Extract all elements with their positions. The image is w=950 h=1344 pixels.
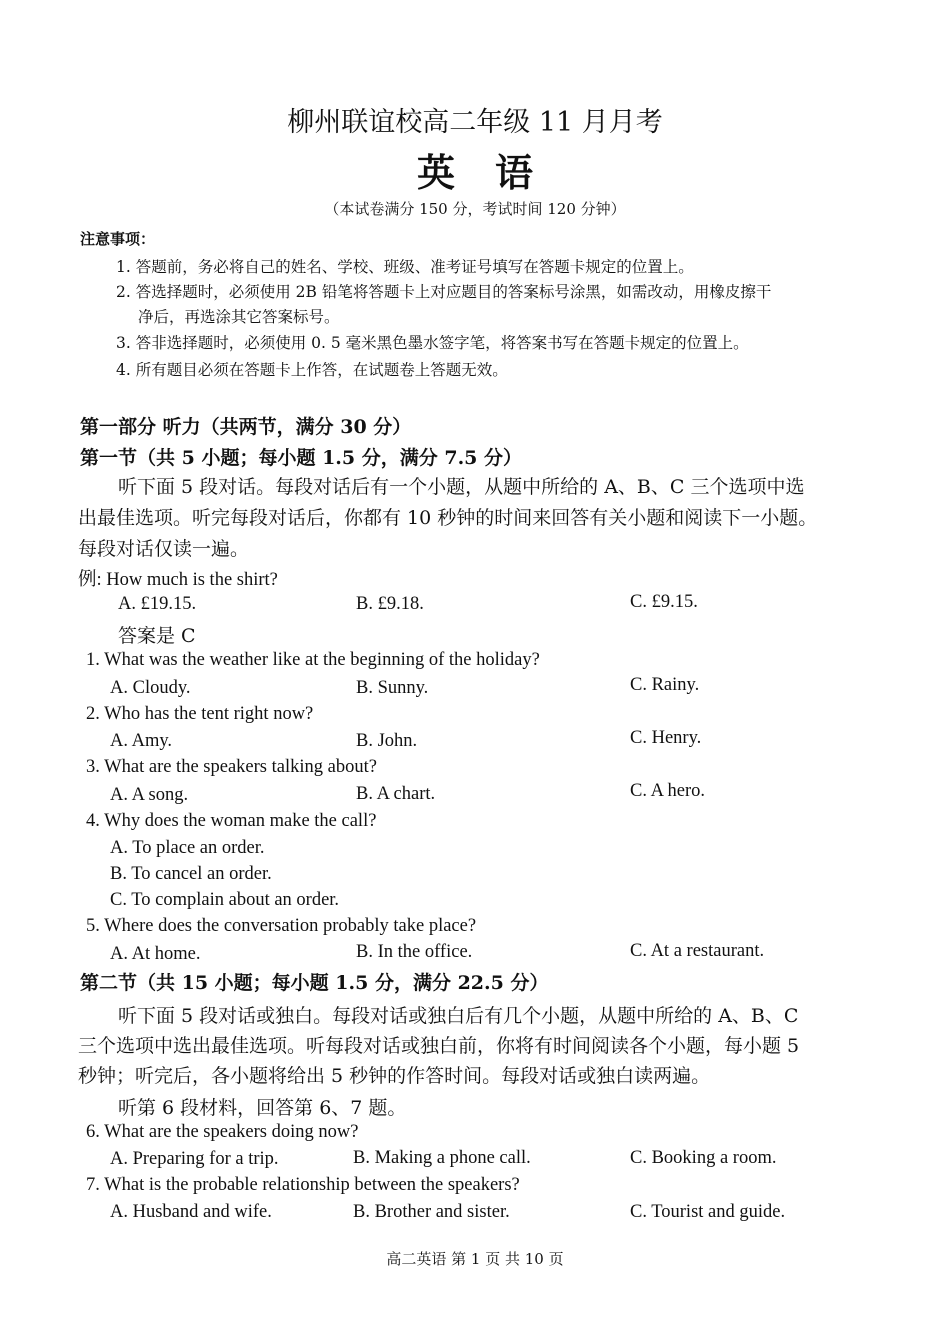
question-3-option-c: C. A hero. [630,781,706,801]
section1-instruction: 出最佳选项。听完每段对话后，你都有 10 秒钟的时间来回答有关小题和阅读下一小题。 [78,507,818,529]
subject-title: 英语 [416,150,573,195]
example-option-c: C. £9.15. [630,592,698,612]
section2-instruction: 秒钟；听完后，各小题将给出 5 秒钟的作答时间。每段对话或独白读两遍。 [78,1065,711,1087]
section2-instruction: 三个选项中选出最佳选项。听每段对话或独白前，你将有时间阅读各个小题，每小题 5 [78,1035,800,1057]
question-2: 2. Who has the tent right now? [86,704,314,724]
question-5-option-c: C. At a restaurant. [630,941,765,961]
question-4-option-a: A. To place an order. [110,838,265,858]
question-5: 5. Where does the conversation probably take place? [86,916,477,936]
section1-instruction: 听下面 5 段对话。每段对话后有一个小题，从题中所给的 A、B、C 三个选项中选 [118,476,805,498]
question-7: 7. What is the probable relationship between the speakers? [86,1175,520,1195]
question-1-option-c: C. Rainy. [630,675,700,695]
question-2-option-a: A. Amy. [110,731,173,751]
question-2-option-b: B. John. [356,731,418,751]
exam-title: 柳州联谊校高二年级 11 月月考 [287,107,663,138]
example-option-b: B. £9.18. [356,594,424,614]
section1-heading: 第一节（共 5 小题；每小题 1.5 分，满分 7.5 分） [80,447,523,469]
question-1-option-a: A. Cloudy. [110,678,191,698]
question-3: 3. What are the speakers talking about? [86,757,377,777]
notice-item: 4. 所有题目必须在答题卡上作答，在试题卷上答题无效。 [116,361,508,379]
question-6-option-b: B. Making a phone call. [353,1148,531,1168]
question-6-option-c: C. Booking a room. [630,1148,777,1168]
section2-heading: 第二节（共 15 小题；每小题 1.5 分，满分 22.5 分） [80,972,549,994]
example-answer: 答案是 C [118,625,196,647]
question-7-option-c: C. Tourist and guide. [630,1202,786,1222]
question-4-option-c: C. To complain about an order. [110,890,340,910]
question-6-option-a: A. Preparing for a trip. [110,1149,279,1169]
question-2-option-c: C. Henry. [630,728,702,748]
question-4: 4. Why does the woman make the call? [86,811,377,831]
question-6: 6. What are the speakers doing now? [86,1122,359,1142]
question-7-option-a: A. Husband and wife. [110,1202,272,1222]
exam-info: （本试卷满分 150 分，考试时间 120 分钟） [324,200,626,218]
question-1: 1. What was the weather like at the beginning of the holiday? [86,650,540,670]
notice-item: 2. 答选择题时，必须使用 2B 铅笔将答题卡上对应题目的答案标号涂黑，如需改动，用橡皮擦干 [116,283,772,301]
question-1-option-b: B. Sunny. [356,678,429,698]
section2-instruction: 听下面 5 段对话或独白。每段对话或独白后有几个小题，从题中所给的 A、B、C [118,1005,799,1027]
material-note: 听第 6 段材料，回答第 6、7 题。 [118,1097,407,1119]
notice-heading: 注意事项： [80,230,156,248]
example-question: 例: How much is the shirt? [78,570,278,590]
question-3-option-a: A. A song. [110,785,189,805]
question-5-option-a: A. At home. [110,944,201,964]
part1-heading: 第一部分 听力（共两节，满分 30 分） [80,416,412,438]
notice-item: 1. 答题前，务必将自己的姓名、学校、班级、准考证号填写在答题卡规定的位置上。 [116,258,694,276]
question-4-option-b: B. To cancel an order. [110,864,272,884]
question-5-option-b: B. In the office. [356,942,473,962]
question-3-option-b: B. A chart. [356,784,436,804]
notice-item: 3. 答非选择题时，必须使用 0. 5 毫米黑色墨水签字笔，将答案书写在答题卡规定的位置上。 [116,334,749,352]
example-option-a: A. £19.15. [118,594,197,614]
page-footer: 高二英语 第 1 页 共 10 页 [386,1250,564,1268]
notice-item: 净后，再选涂其它答案标号。 [138,308,340,326]
question-7-option-b: B. Brother and sister. [353,1202,510,1222]
section1-instruction: 每段对话仅读一遍。 [78,538,250,560]
